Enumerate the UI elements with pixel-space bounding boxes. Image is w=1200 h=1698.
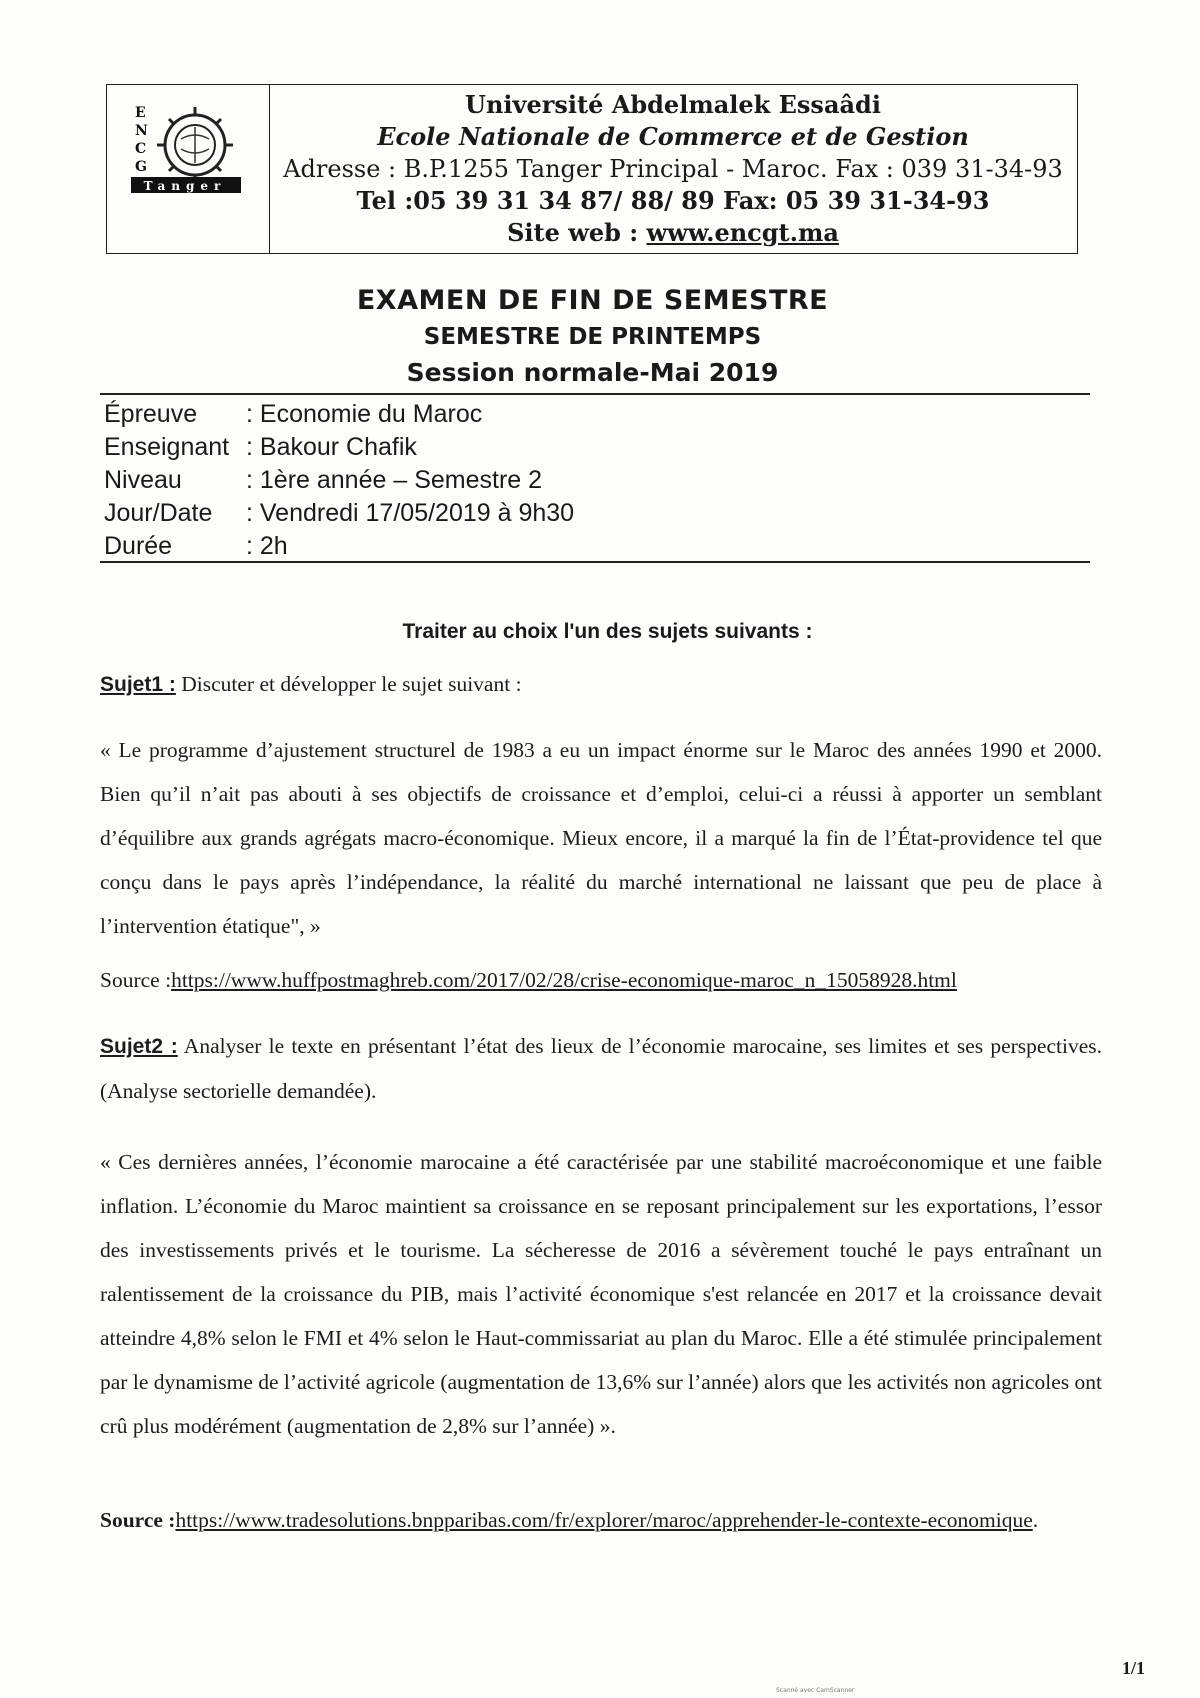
sujet1-source: [100, 968, 1102, 993]
website-link[interactable]: www.encgt.ma: [646, 218, 839, 247]
sujet2-source: [100, 1500, 1102, 1540]
sujet2-label: Sujet2 :: [100, 1035, 178, 1058]
divider-top: [100, 393, 1090, 395]
info-label: Enseignant: [104, 433, 230, 461]
svg-text:E: E: [135, 105, 146, 121]
school-website: [269, 217, 1077, 249]
scanner-watermark: Scanné avec CamScanner: [776, 1687, 855, 1694]
page-number: 1/1: [1122, 1658, 1146, 1678]
header-text: [269, 85, 1077, 249]
sujet2-source-link[interactable]: https://www.tradesolutions.bnpparibas.com/fr/explorer/maroc/apprehender-le-contexte-economique: [175, 1508, 1033, 1532]
sujet1-quote: « Le programme d’ajustement structurel de 1983 a eu un impact énorme sur le Maroc des années 1990 et 2000. Bien qu’il n’ait pas abouti à ses objectifs de croissance et d’emploi, celui-ci a réussi à apporter un semblant d’équilibre aux grands agrégats macro-économique. Mieux encore, il a marqué la fin de l’État-providence tel que conçu dans le pays après l’indépendance, la réalité du marché international ne laissant que peu de place à l’intervention étatique", »: [100, 738, 1102, 938]
info-value: : Vendredi 17/05/2019 à 9h30: [246, 499, 575, 527]
school-phone: Tel :05 39 31 34 87/ 88/ 89 Fax: 05 39 31-34-93: [356, 186, 990, 215]
info-row: [104, 398, 574, 431]
info-value: : Economie du Maroc: [246, 400, 483, 428]
info-row: [104, 431, 574, 464]
instruction: Traiter au choix l'un des sujets suivants :: [402, 620, 813, 643]
svg-text:G: G: [135, 159, 147, 175]
info-label: Jour/Date: [104, 499, 213, 527]
svg-text:Tanger: Tanger: [143, 179, 227, 193]
source-end: .: [1032, 1508, 1039, 1532]
school-logo: [121, 103, 245, 203]
source-label: Source :: [100, 1508, 176, 1532]
info-value: : 2h: [246, 532, 288, 560]
info-label: Épreuve: [104, 400, 198, 428]
info-row: [104, 497, 574, 530]
sujet2-heading: [100, 1024, 1102, 1113]
info-label: Durée: [104, 532, 173, 560]
exam-title: EXAMEN DE FIN DE SEMESTRE: [356, 285, 829, 316]
sujet1-source-link[interactable]: https://www.huffpostmaghreb.com/2017/02/28/crise-economique-maroc_n_15058928.html: [171, 968, 957, 992]
sujet1-prompt: Discuter et développer le sujet suivant :: [175, 672, 522, 696]
logo-cell: [107, 85, 270, 253]
source-label: Source :: [100, 968, 172, 992]
header-box: [106, 84, 1078, 254]
sujet2-prompt: Analyser le texte en présentant l’état des lieux de l’économie marocaine, ses limites et ses perspectives. (Analyse sectorielle demandée).: [100, 1034, 1102, 1103]
svg-text:C: C: [135, 141, 147, 157]
info-label: Niveau: [104, 466, 182, 494]
info-row: [104, 464, 574, 497]
info-value: : Bakour Chafik: [246, 433, 417, 461]
divider-bottom: [100, 561, 1090, 563]
semester-title: SEMESTRE DE PRINTEMPS: [423, 324, 762, 350]
sujet2-quote: « Ces dernières années, l’économie marocaine a été caractérisée par une stabilité macroéconomique et une faible inflation. L’économie du Maroc maintient sa croissance en se reposant principalement sur les exportations, l’essor des investissements privés et le tourisme. La sécheresse de 2016 a sévèrement touché le pays entraînant un ralentissement de la croissance du PIB, mais l’activité économique s'est relancée en 2017 et la croissance devait atteindre 4,8% selon le FMI et 4% selon le Haut-commissariat au plan du Maroc. Elle a été stimulée principalement par le dynamisme de l’activité agricole (augmentation de 13,6% sur l’année) alors que les activités non agricoles ont crû plus modérément (augmentation de 2,8% sur l’année) ».: [100, 1150, 1102, 1438]
info-value: : 1ère année – Semestre 2: [246, 466, 543, 494]
school-name: Ecole Nationale de Commerce et de Gestion: [377, 122, 969, 151]
school-address: Adresse : B.P.1255 Tanger Principal - Maroc. Fax : 039 31-34-93: [283, 155, 1063, 183]
sujet1-label: Sujet1 :: [100, 673, 176, 696]
exam-info: [104, 398, 574, 563]
website-label: Site web :: [507, 218, 647, 247]
info-row: [104, 530, 574, 563]
sujet1-heading: [100, 672, 1102, 697]
university-name: Université Abdelmalek Essaâdi: [465, 90, 881, 119]
svg-text:N: N: [135, 123, 148, 139]
session-title: Session normale-Mai 2019: [406, 358, 779, 387]
